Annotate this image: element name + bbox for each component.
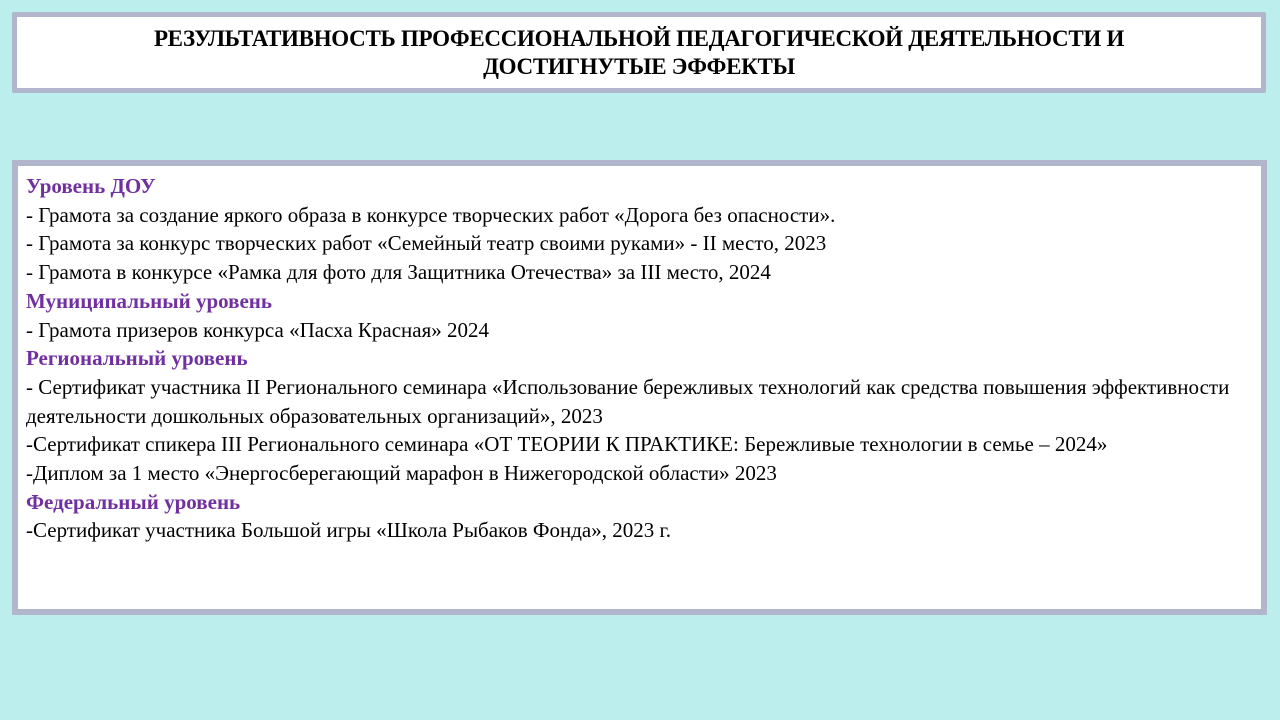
list-item: -Сертификат спикера III Регионального семинара «ОТ ТЕОРИИ К ПРАКТИКЕ: Бережливые технологии в семье – 2024» — [26, 432, 1108, 457]
list-item: - Сертификат участника II Регионального семинара «Использование бережливых технологий как средства повышения эффективности деятельности дошкольных образовательных организаций», 2023 — [26, 374, 1230, 428]
list-item: - Грамота за создание яркого образа в конкурсе творческих работ «Дорога без опасности». — [26, 202, 836, 227]
list-item: -Диплом за 1 место «Энергосберегающий марафон в Нижегородской области» 2023 — [26, 461, 777, 486]
slide-title-line-2: ДОСТИГНУТЫЕ ЭФФЕКТЫ — [483, 53, 795, 79]
list-item: - Грамота за конкурс творческих работ «Семейный театр своими руками» - II место, 2023 — [26, 231, 827, 256]
list-item: -Сертификат участника Большой игры «Школа Рыбаков Фонда», 2023 г. — [26, 518, 671, 543]
section-heading-municipal: Муниципальный уровень — [26, 288, 272, 313]
achievements-content-box — [12, 160, 1267, 615]
section-heading-federal: Федеральный уровень — [26, 489, 241, 514]
achievements-list — [26, 172, 1253, 545]
list-item: - Грамота призеров конкурса «Пасха Красная» 2024 — [26, 317, 490, 342]
section-heading-dou: Уровень ДОУ — [26, 174, 156, 198]
slide-title-line-1: РЕЗУЛЬТАТИВНОСТЬ ПРОФЕССИОНАЛЬНОЙ ПЕДАГОГИЧЕСКОЙ ДЕЯТЕЛЬНОСТИ И — [153, 25, 1125, 51]
section-heading-regional: Региональный уровень — [26, 346, 248, 371]
slide-title-box — [12, 12, 1266, 93]
list-item: - Грамота в конкурсе «Рамка для фото для Защитника Отечества» за III место, 2024 — [26, 260, 771, 285]
